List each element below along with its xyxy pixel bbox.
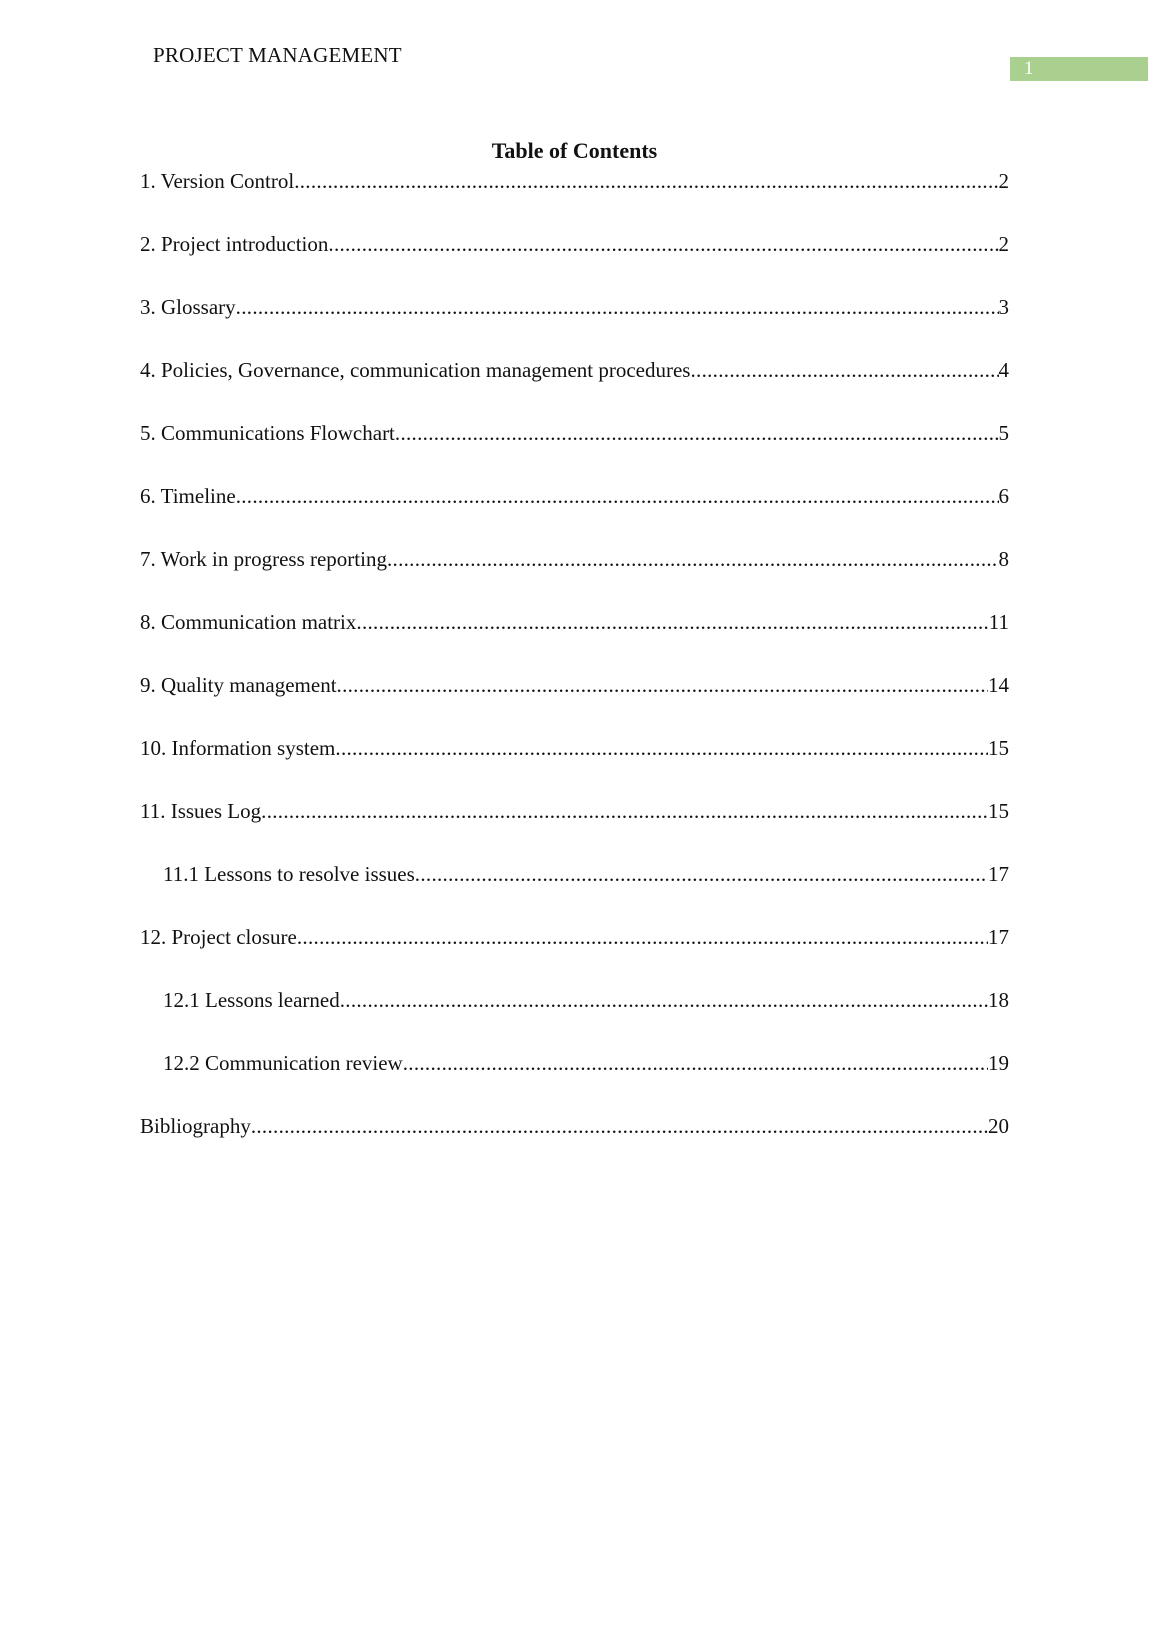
toc-entry-information-system[interactable] <box>140 733 1009 796</box>
dot-leader <box>356 607 988 637</box>
toc-entry-communication-matrix[interactable] <box>140 607 1009 670</box>
toc-entry-label: 3. Glossary <box>140 295 236 319</box>
dot-leader <box>387 544 999 574</box>
toc-entry-communication-review[interactable] <box>140 1048 1009 1111</box>
toc-entry-glossary[interactable] <box>140 292 1009 355</box>
toc-entry-label: Bibliography <box>140 1114 251 1138</box>
toc-entry-policies[interactable] <box>140 355 1009 418</box>
toc-entry-label: 11. Issues Log <box>140 799 262 823</box>
toc-entry-lessons-to-resolve-issues[interactable] <box>140 859 1009 922</box>
dot-leader <box>415 859 988 889</box>
toc-entry-page: 17 <box>988 925 1009 949</box>
toc-entry-page: 8 <box>998 547 1009 571</box>
toc-entry-page: 11 <box>988 610 1009 634</box>
toc-entry-page: 15 <box>988 736 1009 760</box>
toc-entry-page: 4 <box>998 358 1009 382</box>
toc-entry-version-control[interactable] <box>140 166 1009 229</box>
toc-entry-page: 2 <box>998 169 1009 193</box>
toc-entry-label: 9. Quality management <box>140 673 337 697</box>
dot-leader <box>294 166 998 196</box>
toc-entry-label: 12.2 Communication review <box>163 1051 403 1075</box>
page-number-badge: 1 <box>1010 57 1148 81</box>
dot-leader <box>335 733 988 763</box>
toc-entry-communications-flowchart[interactable] <box>140 418 1009 481</box>
dot-leader <box>328 229 998 259</box>
table-of-contents <box>140 166 1009 1174</box>
toc-entry-page: 15 <box>988 799 1009 823</box>
toc-entry-lessons-learned[interactable] <box>140 985 1009 1048</box>
toc-entry-issues-log[interactable] <box>140 796 1009 859</box>
toc-entry-label: 6. Timeline <box>140 484 236 508</box>
toc-entry-label: 8. Communication matrix <box>140 610 357 634</box>
toc-entry-label: 1. Version Control <box>140 169 295 193</box>
toc-entry-label: 5. Communications Flowchart <box>140 421 395 445</box>
toc-entry-label: 4. Policies, Governance, communication management procedures <box>140 358 691 382</box>
toc-entry-page: 17 <box>988 862 1009 886</box>
toc-entry-page: 19 <box>988 1051 1009 1075</box>
toc-title: Table of Contents <box>491 138 658 163</box>
toc-entry-label: 10. Information system <box>140 736 336 760</box>
dot-leader <box>395 418 999 448</box>
dot-leader <box>236 481 999 511</box>
running-head: PROJECT MANAGEMENT <box>153 43 402 67</box>
toc-entry-label: 2. Project introduction <box>140 232 329 256</box>
dot-leader <box>690 355 998 385</box>
toc-entry-label: 7. Work in progress reporting <box>140 547 387 571</box>
toc-entry-page: 5 <box>998 421 1009 445</box>
dot-leader <box>261 796 988 826</box>
dot-leader <box>236 292 999 322</box>
toc-entry-timeline[interactable] <box>140 481 1009 544</box>
toc-entry-page: 6 <box>998 484 1009 508</box>
toc-entry-page: 20 <box>988 1114 1009 1138</box>
toc-entry-label: 11.1 Lessons to resolve issues <box>163 862 415 886</box>
toc-entry-label: 12.1 Lessons learned <box>163 988 340 1012</box>
dot-leader <box>251 1111 988 1141</box>
toc-entry-project-closure[interactable] <box>140 922 1009 985</box>
dot-leader <box>403 1048 988 1078</box>
toc-entry-work-in-progress[interactable] <box>140 544 1009 607</box>
toc-entry-page: 3 <box>998 295 1009 319</box>
toc-entry-page: 14 <box>988 673 1009 697</box>
toc-entry-quality-management[interactable] <box>140 670 1009 733</box>
dot-leader <box>297 922 988 952</box>
toc-entry-page: 18 <box>988 988 1009 1012</box>
toc-entry-project-introduction[interactable] <box>140 229 1009 292</box>
toc-entry-label: 12. Project closure <box>140 925 297 949</box>
dot-leader <box>337 670 988 700</box>
dot-leader <box>340 985 988 1015</box>
toc-entry-page: 2 <box>998 232 1009 256</box>
toc-entry-bibliography[interactable] <box>140 1111 1009 1174</box>
